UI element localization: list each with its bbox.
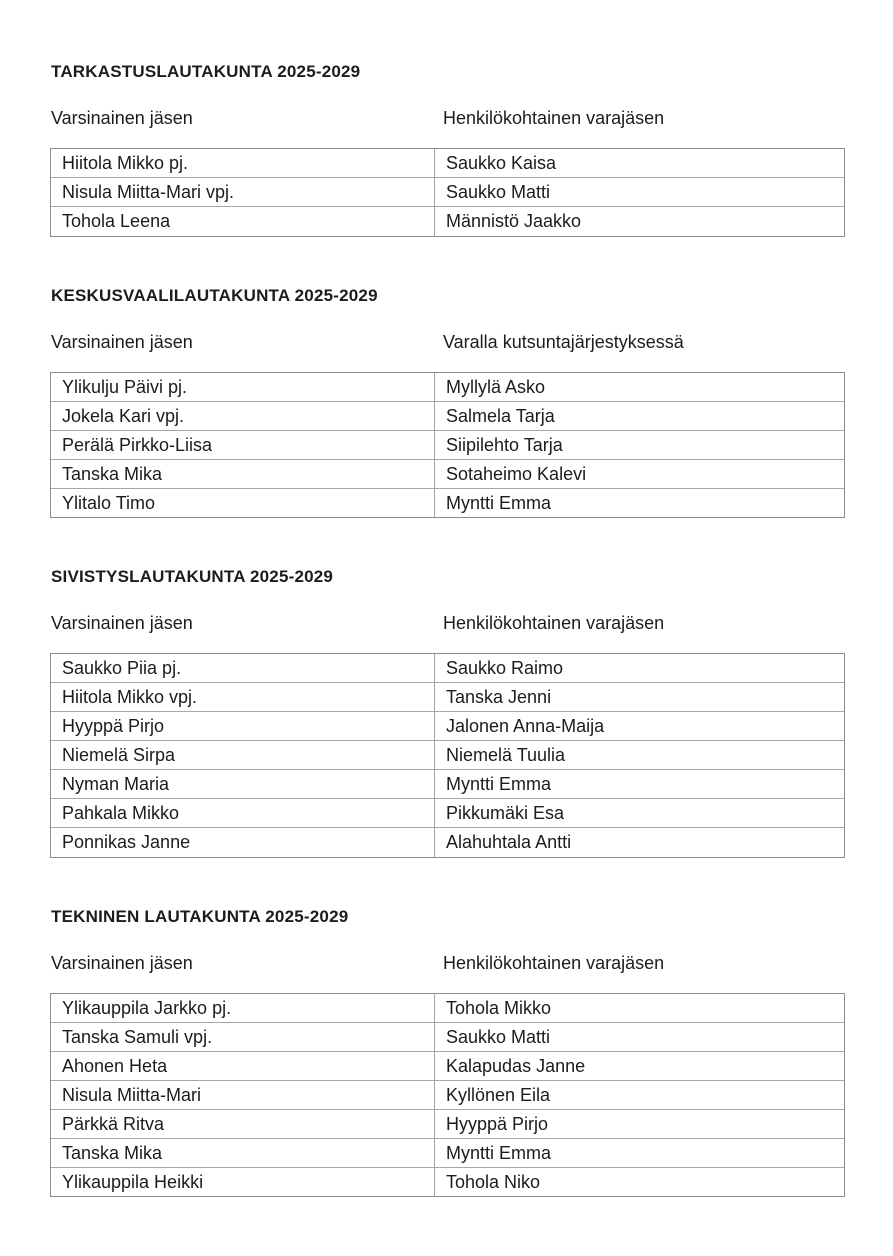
deputy-cell: Niemelä Tuulia — [435, 741, 844, 770]
committee-section-3 — [51, 567, 845, 858]
member-cell: Tanska Samuli vpj. — [51, 1023, 435, 1052]
committee-section-1 — [51, 62, 845, 237]
deputy-cell: Myntti Emma — [446, 492, 552, 513]
member-cell: Nisula Miitta-Mari — [51, 1081, 435, 1110]
table-row — [51, 460, 844, 489]
deputy-cell: Saukko Matti — [435, 1023, 844, 1052]
column-header-deputy: Henkilökohtainen varajäsen — [443, 108, 665, 128]
deputy-cell: Kalapudas Janne — [435, 1052, 844, 1081]
deputy-cell: Tanska Jenni — [435, 683, 844, 712]
table-row — [51, 1139, 844, 1168]
member-cell: Ylikauppila Heikki — [51, 1168, 435, 1197]
column-headers — [51, 953, 845, 973]
member-cell: Tanska Mika — [51, 460, 435, 489]
member-cell: Pärkkä Ritva — [51, 1110, 435, 1139]
column-header-deputy: Henkilökohtainen varajäsen — [443, 613, 665, 634]
table-row — [51, 828, 844, 857]
member-cell: Jokela Kari vpj. — [51, 402, 435, 431]
column-header-member: Varsinainen jäsen — [51, 613, 193, 634]
deputy-cell: Salmela Tarja — [435, 402, 844, 431]
table-row — [51, 712, 844, 741]
deputy-cell: Myllylä Asko — [435, 373, 844, 402]
deputy-cell: Saukko Kaisa — [435, 149, 844, 178]
table-row — [51, 1081, 844, 1110]
section-title: SIVISTYSLAUTAKUNTA 2025-2029 — [51, 567, 334, 587]
committee-table — [50, 148, 845, 237]
deputy-cell: Jalonen Anna-Maija — [435, 712, 844, 741]
table-row — [51, 654, 844, 683]
deputy-cell: Saukko Raimo — [435, 654, 844, 683]
table-row — [51, 373, 844, 402]
table-row — [51, 402, 844, 431]
column-header-deputy: Henkilökohtainen varajäsen — [443, 952, 665, 973]
committee-table — [50, 372, 845, 519]
member-cell: Pahkala Mikko — [51, 799, 435, 828]
column-header-member: Varsinainen jäsen — [51, 331, 193, 352]
column-header-member: Varsinainen jäsen — [51, 952, 193, 973]
column-headers — [51, 108, 845, 128]
member-cell: Tanska Mika — [51, 1139, 435, 1168]
deputy-cell: Siipilehto Tarja — [435, 431, 844, 460]
committee-section-4 — [51, 907, 845, 1198]
table-row — [51, 149, 844, 178]
deputy-cell: Tohola Niko — [446, 1172, 541, 1193]
deputy-cell: Tohola Mikko — [435, 994, 844, 1023]
deputy-cell: Hyyppä Pirjo — [435, 1110, 844, 1139]
column-header-member: Varsinainen jäsen — [51, 108, 193, 128]
member-cell: Ylikauppila Jarkko pj. — [51, 994, 435, 1023]
member-cell: Ylikulju Päivi pj. — [51, 373, 435, 402]
column-headers — [51, 332, 845, 352]
section-title: KESKUSVAALILAUTAKUNTA 2025-2029 — [51, 285, 378, 305]
member-cell: Ponnikas Janne — [51, 828, 435, 857]
table-row — [51, 178, 844, 207]
table-row — [51, 489, 844, 518]
table-row — [51, 799, 844, 828]
member-cell: Nyman Maria — [51, 770, 435, 799]
table-row — [51, 1052, 844, 1081]
table-row — [51, 207, 844, 236]
column-header-deputy: Varalla kutsuntajärjestyksessä — [443, 331, 684, 352]
deputy-cell: Kyllönen Eila — [435, 1081, 844, 1110]
table-row — [51, 683, 844, 712]
committee-table — [50, 993, 845, 1198]
table-row — [51, 1110, 844, 1139]
table-row — [51, 1023, 844, 1052]
member-cell: Nisula Miitta-Mari vpj. — [51, 178, 435, 207]
committee-table — [50, 653, 845, 858]
member-cell: Hiitola Mikko pj. — [51, 149, 435, 178]
deputy-cell: Saukko Matti — [435, 178, 844, 207]
member-cell: Ahonen Heta — [51, 1052, 435, 1081]
member-cell: Ylitalo Timo — [51, 489, 435, 518]
table-row — [51, 431, 844, 460]
member-cell: Tohola Leena — [51, 207, 435, 236]
section-title: TEKNINEN LAUTAKUNTA 2025-2029 — [51, 906, 349, 926]
table-row — [51, 770, 844, 799]
deputy-cell: Sotaheimo Kalevi — [435, 460, 844, 489]
deputy-cell: Myntti Emma — [435, 770, 844, 799]
member-cell: Perälä Pirkko-Liisa — [51, 431, 435, 460]
member-cell: Saukko Piia pj. — [51, 654, 435, 683]
committee-section-2 — [51, 286, 845, 519]
member-cell: Niemelä Sirpa — [51, 741, 435, 770]
member-cell: Hyyppä Pirjo — [51, 712, 435, 741]
deputy-cell: Alahuhtala Antti — [446, 832, 572, 853]
section-title: TARKASTUSLAUTAKUNTA 2025-2029 — [51, 62, 361, 81]
table-row — [51, 741, 844, 770]
table-row — [51, 994, 844, 1023]
deputy-cell: Pikkumäki Esa — [435, 799, 844, 828]
table-row — [51, 1168, 844, 1197]
deputy-cell: Männistö Jaakko — [446, 211, 582, 232]
member-cell: Hiitola Mikko vpj. — [51, 683, 435, 712]
deputy-cell: Myntti Emma — [435, 1139, 844, 1168]
column-headers — [51, 613, 845, 633]
